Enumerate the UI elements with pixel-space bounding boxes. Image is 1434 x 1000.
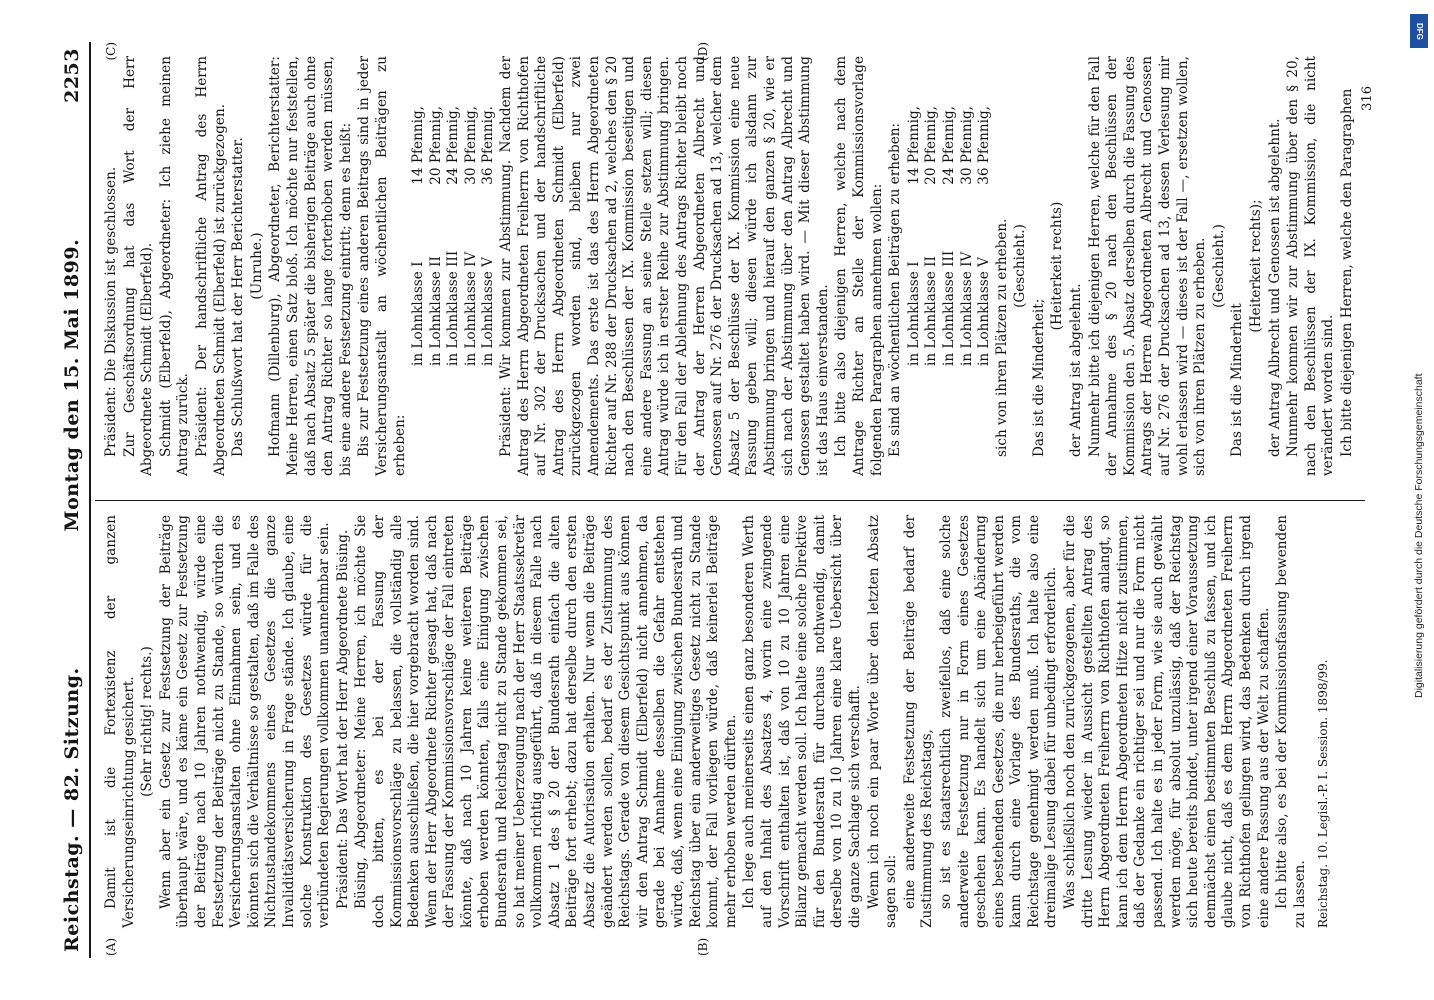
right-column [95,42,1375,500]
right-column-text-mid [498,56,905,476]
digitization-credit [1408,8,1430,988]
two-column-body [95,42,1375,958]
wage-class-row [463,106,481,366]
header-left: Reichstag. — 82. Sitzung. [61,667,83,952]
paragraph: Ich bitte also, es bei der Kommissionsfassung bewenden zu lassen. [1274,515,1308,928]
wage-class-row [959,106,977,366]
paragraph: Zur Geschäftsordnung hat das Wort der Herr Abgeordnete Schmidt (Elberfeld). [121,56,156,476]
wage-class-value: 36 Pfennig. [480,106,497,185]
wage-class-row [906,106,924,366]
paragraph: Das ist die Minderheit [1229,303,1246,457]
paragraph: Nunmehr kommen wir zur Abstimmung über den § 20, nach den Beschlüssen der IX. Kommission, die nicht verändert worden sind. [1285,56,1337,476]
credit-text: Digitalisierung gefördert durch die Deutsche Forschungsgemeinschaft [1413,373,1425,698]
rotated-page-body [41,20,1391,980]
wage-class-label: in Lohnklasse III [940,250,957,366]
header-date: Montag den 15. Mai 1899. [61,238,83,532]
wage-class-value: 30 Pfennig, [958,106,975,185]
wage-class-label: in Lohnklasse III [445,250,462,366]
paragraph: Schmidt (Elberfeld), Abgeordneter: Ich ziehe meinen Antrag zurück. [157,56,192,476]
paragraph: Wenn ich noch ein paar Worte über den letzten Absatz sagen soll: [865,515,900,928]
margin-mark-b: (B) [696,937,710,956]
paragraph: sich von ihren Plätzen zu erheben. [993,218,1010,457]
running-header [57,42,91,958]
paragraph: so ist es staatsrechtlich zweifellos, daß eine solche anderweite Festsetzung nur in Form eines Gesetzes geschehen kann. Es handelt sich um eine Abänderung eines bestehenden Gesetzes, die nur herbeigeführt werden kann durch eine Vorlage des Bundesraths, die vom Reichstage genehmigt werden muß. Ich halte also eine dreimalige Lesung dabei für unbedingt erforderlich. [937,515,1060,928]
page-number: 2253 [61,48,83,103]
paragraph: Präsident: Das Wort hat der Herr Abgeordnete Büsing. [334,529,351,909]
wage-class-value: 30 Pfennig, [462,106,479,185]
paragraph: Es sind an wöchentlichen Beiträgen zu erheben: [887,122,904,457]
paragraph: Das Schlußwort hat der Herr Berichterstatter. [230,137,247,457]
wage-class-list [410,56,498,366]
paragraph: Präsident: Der handschriftliche Antrag des Herrn Abgeordneten Schmidt (Elberfeld) ist zurückgezogen. [193,56,228,476]
paragraph: der Antrag Albrecht und Genossen ist abgelehnt. [1266,118,1283,457]
wage-class-row [480,106,498,366]
paragraph: Büsing, Abgeordneter: Meine Herren, ich möchte Sie doch bitten, es bei der Fassung der Kommissionsvorschläge zu belassen, die vollständig alle Bedenken ausschließen, die hier vorgebracht worden sind. Wenn der Herr Abgeordnete Richter gesagt hat, daß nach der Fassung der Kommissionsvorschläge der Fall eintreten könnte, daß nach 10 Jahren keine weiteren Beiträge erhoben werden könnten, falls eine Einigung zwischen Bundesrath und Reichstag nicht zu Stande gekommen sei, so hat meiner Ueberzeugung nach der Herr Staatssekretär vollkommen richtig ausgeführt, daß in diesem Falle nach Absatz 1 des § 20 der Bundesrath einfach die alten Beiträge fort erhebt; dazu hat derselbe durch den ersten Absatz die Autorisation erhalten. Nur wenn die Beiträge geändert werden sollen, bedarf es der Zustimmung des Reichstags. Gerade von diesem Gesichtspunkt aus können wir den Antrag Schmidt (Elberfeld) nicht annehmen, da gerade bei Annahme desselben die Gefahr entstehen würde, daß, wenn eine Einigung zwischen Bundesrath und Reichstag über ein anderweitiges Gesetz nicht zu Stande kommt, der Fall vorliegen würde, daß keinerlei Beiträge mehr erhoben werden dürften. [353,515,739,928]
wage-class-value: 20 Pfennig, [923,106,940,185]
paragraph: der Antrag ist abgelehnt. [1068,283,1085,457]
wage-class-row [923,106,941,366]
paragraph: Ich lege auch meinerseits einen ganz besonderen Werth auf den Inhalt des Absatzes 4, worin eine zwingende Vorschrift enthalten ist, daß von 10 zu 10 Jahren eine Bilanz gemacht werden soll. Ich halte eine solche Direktive für den Bundesrath für durchaus nothwendig, damit derselbe von 10 zu 10 Jahren eine klare Uebersicht über die ganze Sachlage sich verschafft. [741,515,863,928]
wage-class-list-2 [906,56,994,366]
wage-class-label: in Lohnklasse V [480,257,497,366]
paragraph: Ich bitte also diejenigen Herren, welche nach dem Antrage Richter an Stelle der Kommissionsvorlage folgenden Paragraphen annehmen wollen: [833,56,885,476]
paragraph: (Heiterkeit rechts); [1248,199,1264,333]
paragraph: Nunmehr bitte ich diejenigen Herren, welche für den Fall der Annahme des § 20 nach den Beschlüssen der Kommission den 5. Absatz derselben durch die Fassung des Antrags der Herren Abgeordneten Albrecht und Genossen auf Nr. 276 der Drucksachen ad 13, dessen Verlesung mir wohl erlassen wird — dieses ist der Fall —, ersetzen wollen, sich von ihren Plätzen zu erheben. [1086,56,1209,476]
margin-mark-a: (A) [104,937,118,956]
right-column-text-top [103,56,409,476]
paragraph: (Geschieht.) [1012,224,1029,308]
wage-class-label: in Lohnklasse IV [462,251,479,366]
wage-class-label: in Lohnklasse I [905,261,922,366]
paragraph: (Heiterkeit rechts) [1049,201,1066,331]
paragraph: Wenn aber ein Gesetz zur Festsetzung der Beiträge überhaupt wäre, und es käme ein Gesetz zur Festsetzung der Beiträge nach 10 Jahren nothwendig, würde eine Festsetzung der Beiträge nicht zu Stande, so würden die Versicherungsanstalten ohne Einnahmen sein, und es könnten sich die Verhältnisse so gestalten, daß im Falle des Nichtzustandekommens eines Gesetzes die ganze Invaliditätsversicherung in Frage stände. Ich glaube, eine solche Konstruktion des Gesetzes würde für die verbündeten Regierungen vollkommen unannehmbar sein. [157,515,333,928]
wage-class-value: 14 Pfennig, [905,106,922,185]
wage-class-value: 24 Pfennig, [940,106,957,185]
wage-class-label: in Lohnklasse V [976,257,993,366]
paragraph: (Geschieht.) [1210,224,1227,308]
left-column-text [103,515,1309,928]
paragraph: (Sehr richtig! rechts.) [139,646,156,797]
wage-class-label: in Lohnklasse II [923,256,940,366]
left-footer: Reichstag. 10. Legisl.-P. I. Session. 1898/99. [1316,659,1331,928]
paragraph: Was schließlich noch den zurückgezogenen, aber für die dritte Lesung wieder in Aussicht gestellten Antrag des Herrn Abgeordneten Freiherrn von Richthofen anlangt, so kann ich dem Herrn Abgeordneten Hitze nicht zustimmen, daß der Gedanke ein richtiger sei und nur die Form nicht passend. Ich halte es in jeder Form, wie sie auch gewählt werden möge, für absolut unzulässig, daß der Reichstag sich heute bereits bindet, unter irgend einer Voraussetzung demnächst einen bestimmten Beschluß zu fassen, und ich glaube nicht, daß es dem Herrn Abgeordneten Freiherrn von Richthofen gelingen wird, das Bedenken durch irgend eine andere Fassung aus der Welt zu schaffen. [1062,515,1272,928]
wage-class-value: 14 Pfennig, [410,106,427,185]
wage-class-label: in Lohnklasse II [427,256,444,366]
wage-class-row [428,106,446,366]
wage-class-label: in Lohnklasse I [410,261,427,366]
left-column [95,500,1365,958]
dfg-logo: DFG [1410,14,1428,48]
paragraph: Bis zur Festsetzung eines anderen Beitrags sind in jeder Versicherungsanstalt an wöchentlichen Beiträgen zu erheben: [356,56,408,476]
margin-mark-c: (C) [104,42,118,61]
wage-class-value: 24 Pfennig, [445,106,462,185]
margin-mark-d: (D) [696,42,710,61]
paragraph: Präsident: Die Diskussion ist geschlossen. [103,166,119,457]
paragraph: Damit ist die Fortexistenz der ganzen Versicherungseinrichtung gesichert. [103,515,137,928]
wage-class-value: 36 Pfennig, [976,106,993,185]
paragraph: Ich bitte diejenigen Herren, welche den Paragraphen [1338,88,1355,457]
paragraph: Hofmann (Dillenburg), Abgeordneter, Berichterstatter: Meine Herren, einen Satz bloß. Ich möchte nur feststellen, daß nach Absatz 5 später die bisherigen Beiträge auch ohne den Antrag Richter so lange forterhoben werden müssen, bis eine andere Festsetzung eintritt; denn es heißt: [267,56,354,476]
wage-class-value: 20 Pfennig, [427,106,444,185]
wage-class-row [941,106,959,366]
wage-class-label: in Lohnklasse IV [958,251,975,366]
signature-number: 316 [1359,86,1375,111]
right-column-text-end [994,56,1357,476]
paragraph: eine anderweite Festsetzung der Beiträge bedarf der Zustimmung des Reichstags, [901,515,936,928]
wage-class-row [410,106,428,366]
wage-class-row [445,106,463,366]
paragraph: Präsident: Wir kommen zur Abstimmung. Nachdem der Antrag des Herrn Abgeordneten Freiherrn von Richthofen auf Nr. 302 der Drucksachen und der handschriftliche Antrag des Herrn Abgeordneten Schmidt (Elberfeld) zurückgezogen worden sind, bleiben nur zwei Amendements. Das erste ist das des Herrn Abgeordneten Richter auf Nr. 288 der Drucksachen ad 2, welches den § 20 nach den Beschlüssen der IX. Kommission beseitigen und eine andere Fassung an seine Stelle setzen will; diesen Antrag würde ich in erster Reihe zur Abstimmung bringen. Für den Fall der Ablehnung des Antrags Richter bleibt noch der Antrag der Herren Abgeordneten Albrecht und Genossen auf Nr. 276 der Drucksachen ad 13, welcher dem Absatz 5 der Beschlüsse der IX. Kommission eine neue Fassung geben will; diesen würde ich alsdann zur Abstimmung bringen und hierauf den ganzen § 20, wie er sich nach der Abstimmung über den Antrag Albrecht und Genossen gestaltet haben wird. — Mit dieser Abstimmung ist das Haus einverstanden. [498,56,831,476]
paragraph: (Unruhe.) [248,232,265,300]
wage-class-row [976,106,994,366]
paragraph: Das ist die Minderheit; [1030,298,1047,457]
